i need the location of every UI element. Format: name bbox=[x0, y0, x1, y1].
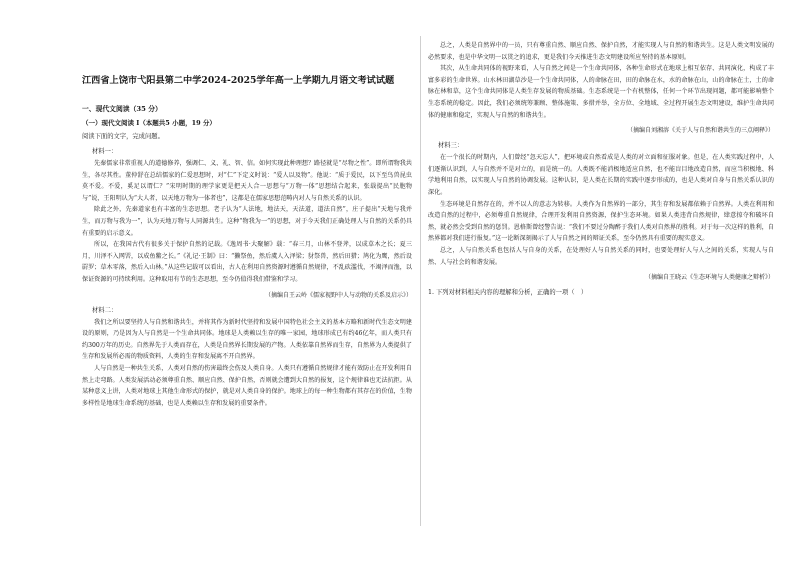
material-1-paragraph: 先秦儒家非常重视人的道德修养，强调仁、义、礼、智、信。如何实现此种理想？路径就是“尽物之性”。即所谓物我共生，各尽其性。董仲舒在总结儒家的仁爱思想时，对“仁”下定义时说：“爱人以及物”。他说：“质于爱民，以下至鸟兽昆虫莫不爱。不爱，奚足以谓仁？”宋明时期的理学家更是把天人合一思想与“万物一体”思想结合起来，张载提出“民胞物与”说，王阳明认为“大人者，以天地万物为一体者也”，这都是在儒家思想范畴内对人与自然关系的认识。 bbox=[82, 160, 412, 202]
material-3-paragraph: 总之，人与自然关系也包括人与自身的关系，在处理好人与自然关系的同时，也要处理好人与人之间的关系，实现人与自然、人与社会的和谐发展。 bbox=[428, 246, 774, 266]
material-1-paragraph: 除此之外，先秦道家也有丰富的生态思想。老子认为“人法地，地法天，天法道，道法自然”，庄子提出“天地与我并生，而万物与我为一”，认为天地万物与人同源共生。这种“物我为一”的思想，对于今天我们正确处理人与自然的关系仍具有重要的启示意义。 bbox=[82, 206, 412, 237]
question-1: 1. 下列对材料相关内容的理解和分析，正确的一项（ ） bbox=[428, 289, 588, 297]
column-divider bbox=[420, 36, 421, 526]
material-1-label: 材料一： bbox=[92, 148, 118, 155]
material-2-source: （摘编自刘湘溶《关于人与自然和谐共生的三点阐释》） bbox=[626, 127, 774, 135]
section-heading: 一、现代文阅读（35 分） bbox=[82, 105, 162, 113]
document-title: 江西省上饶市弋阳县第二中学2024-2025学年高一上学期九月语文考试试题 bbox=[82, 75, 395, 86]
material-3-paragraph: 生态环境是自然存在的，并不以人的意志为转移。人类作为自然界的一部分，其生存和发展都依赖于自然界。人类在利用和改造自然的过程中，必须尊重自然规律，合理开发利用自然资源，保护生态环境。如果人类违背自然规律，肆意掠夺和破坏自然，就必然会受到自然的惩罚。恩格斯曾经警告说：“我们不要过分陶醉于我们人类对自然界的胜利。对于每一次这样的胜利，自然界都对我们进行报复。”这一论断深刻揭示了人与自然之间的辩证关系，至今仍然具有重要的现实意义。 bbox=[428, 200, 774, 243]
subsection-heading: （一）现代文阅读 I（本题共5 小题，19 分） bbox=[82, 119, 216, 127]
material-3-paragraph: 在一个很长的时期内，人们曾经“忽天忘人”，把环境或自然看成是人类的对立面和征服对象。但是，在人类实践过程中，人们逐渐认识到，人与自然并不是对立的，而是统一的。人类既不能消极地适应自然，也不能盲目地改造自然，而应当积极地、科学地利用自然，以实现人与自然的协调发展。这种认识，是人类在长期的实践中逐步形成的，也是人类对自身与自然关系认识的深化。 bbox=[428, 154, 774, 196]
material-1-source: （摘编自王云岭《儒家视野中人与动物的关系及启示》） bbox=[264, 291, 412, 299]
instruction-text: 阅读下面的文字，完成问题。 bbox=[82, 133, 164, 140]
material-3-label: 材料三： bbox=[438, 142, 464, 150]
material-2-label: 材料二： bbox=[92, 306, 118, 314]
material-2-paragraph: 人与自然是一种共生关系，人类对自然的伤害最终会伤及人类自身。人类只有遵循自然规律才能有效防止在开发利用自然上走弯路。人类发展活动必须尊重自然、顺应自然、保护自然，否则就会遭到大自然的报复，这个规律谁也无法抗拒。从某种意义上讲，人类对地球上其他生命形式的保护，就是对人类自身的保护。地球上的每一种生物都有其存在的价值，生物多样性是地球生命系统的基础，也是人类赖以生存和发展的重要条件。 bbox=[82, 364, 412, 407]
material-2-continued-paragraph: 其次，从生命共同体的视野来看，人与自然之间是一个生命共同体，各种生命形式在地球上相互依存、共同演化，构成了丰富多彩的生命世界。山水林田湖草沙是一个生命共同体，人的命脉在田，田的命脉在水，水的命脉在山，山的命脉在土，土的命脉在林和草，这个生命共同体是人类生存发展的物质基础。生态系统是一个有机整体，任何一个环节出现问题，都可能影响整个生态系统的稳定。因此，我们必须统筹兼顾、整体施策、多措并举，全方位、全地域、全过程开展生态文明建设，维护生命共同体的健康和稳定，实现人与自然的和谐共生。 bbox=[428, 65, 774, 119]
left-column bbox=[82, 40, 412, 409]
material-1-paragraph: 所以，在我国古代有很多关于保护自然的记载。《逸周书·大聚解》载：“春三月，山林不登斧，以成草木之长；夏三月，川泽不入网罟，以成鱼鳖之长。”《礼记·王制》曰：“獭祭鱼，然后虞人入泽梁；豺祭兽，然后田猎；鸠化为鹰，然后设罻罗；草木零落，然后入山林。”从这些记载可以看出，古人在利用自然资源时遵循自然规律，不乱砍滥伐，不竭泽而渔，以保证资源的可持续利用。这种取用有节的生态思想，至今仍值得我们借鉴和学习。 bbox=[82, 241, 412, 283]
right-column bbox=[428, 40, 774, 296]
material-2-paragraph: 我们之所以要坚持人与自然和谐共生，并将其作为新时代坚持和发展中国特色社会主义的基本方略和新时代生态文明建设的原则，乃是因为人与自然是一个生命共同体。地球是人类赖以生存的唯一家园，地球形成已有约46亿年，而人类只有约300万年的历史。自然界先于人类而存在，人类是自然界长期发展的产物。人类依靠自然界而生存，自然界为人类提供了生存和发展所必需的物质资料，人类的生存和发展离不开自然界。 bbox=[82, 318, 412, 361]
material-2-continued-paragraph: 总之，人类是自然界中的一员，只有尊重自然、顺应自然、保护自然，才能实现人与自然的和谐共生。这是人类文明发展的必然要求，也是中华文明一以贯之的追求，更是我们今天推进生态文明建设所应坚持的基本原则。 bbox=[428, 42, 774, 61]
material-3-source: （摘编自王晓云《生态环境与人类健康之辩析》） bbox=[644, 274, 774, 282]
